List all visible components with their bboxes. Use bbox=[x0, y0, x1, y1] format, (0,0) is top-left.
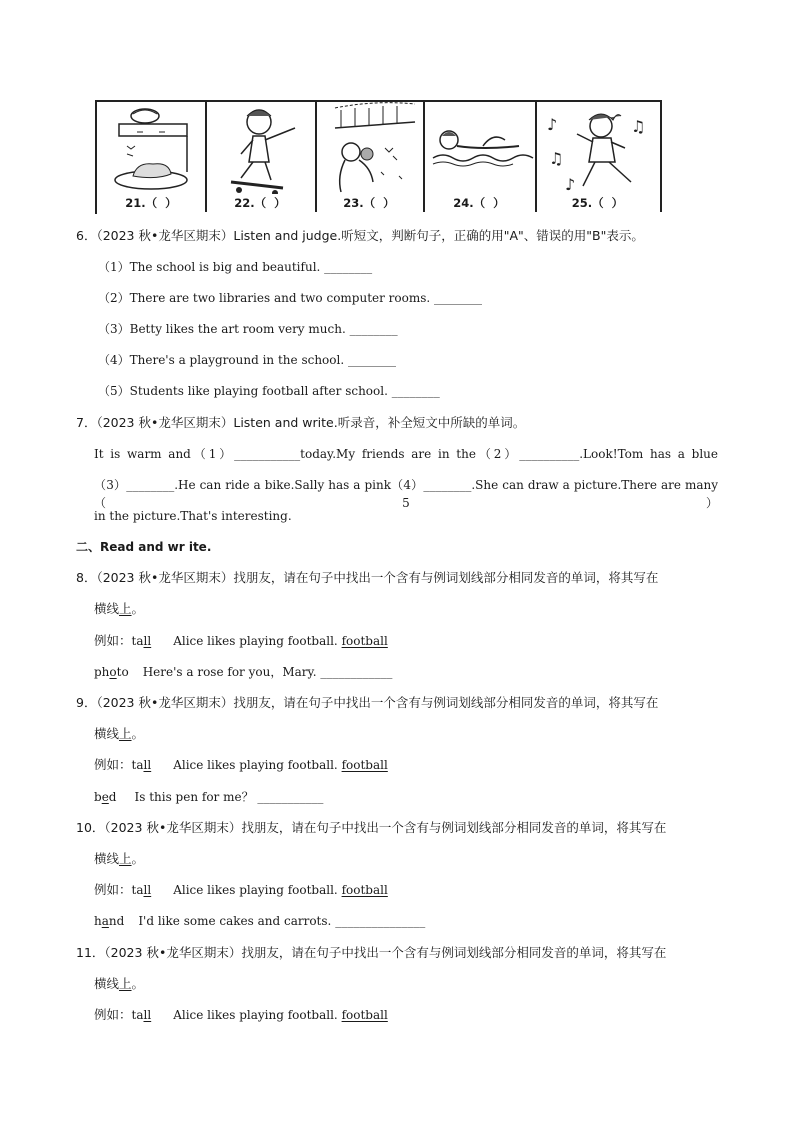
q6-item-4: （4）There's a playground in the school. ________ bbox=[98, 353, 396, 367]
q8-instruction-end bbox=[94, 600, 144, 618]
example-word-underline: ll bbox=[143, 883, 152, 897]
task-word: h bbox=[94, 914, 102, 928]
task-word: ph bbox=[94, 665, 110, 679]
picture-24 bbox=[423, 102, 537, 212]
example-word-underline: ll bbox=[143, 634, 152, 648]
task-word-underline: e bbox=[101, 790, 109, 804]
q10-example bbox=[94, 881, 388, 899]
instruction-text: 。 bbox=[131, 851, 145, 866]
example-word: ta bbox=[131, 758, 144, 772]
girl-dancing-icon bbox=[535, 102, 660, 194]
example-word: ta bbox=[131, 1008, 144, 1022]
boy-skateboarding-icon bbox=[205, 102, 315, 194]
q7-text-line-3: in the picture.That's interesting. bbox=[94, 509, 292, 523]
instruction: 找朋友，请在句子中找出一个含有与例词划线部分相同发音的单词，将其写在 bbox=[233, 695, 659, 710]
svg-text:♫: ♫ bbox=[549, 149, 564, 168]
q9-instruction-end bbox=[94, 725, 144, 743]
task-sentence: Here's a rose for you，Mary. bbox=[142, 665, 317, 679]
q10-task bbox=[94, 912, 425, 930]
q6-item-3: （3）Betty likes the art room very much. ________ bbox=[98, 322, 398, 336]
task-word-underline: o bbox=[109, 665, 117, 679]
instruction-text: 横线 bbox=[94, 726, 120, 741]
task-word: to bbox=[116, 665, 129, 679]
example-prefix: 例如： bbox=[94, 1007, 132, 1022]
example-sentence: Alice likes playing football. bbox=[173, 758, 338, 772]
example-sentence: Alice likes playing football. bbox=[173, 1008, 338, 1022]
instruction-text: 。 bbox=[131, 601, 145, 616]
q9-task bbox=[94, 788, 323, 806]
picture-label: 22.（ ） bbox=[234, 196, 286, 210]
instruction-text: 横线 bbox=[94, 976, 120, 991]
task-word: nd bbox=[108, 914, 125, 928]
picture-label: 21.（ ） bbox=[125, 196, 177, 210]
section-heading: 二、Read and wr ite. bbox=[76, 540, 212, 554]
q6-item-1: （1）The school is big and beautiful. ________ bbox=[98, 260, 373, 274]
example-word-underline: ll bbox=[143, 1008, 152, 1022]
example-answer: football bbox=[341, 634, 388, 648]
picture-21 bbox=[97, 102, 207, 212]
example-prefix: 例如： bbox=[94, 757, 132, 772]
example-answer: football bbox=[341, 1008, 388, 1022]
answer-blank[interactable]: ___________ bbox=[257, 790, 324, 804]
instruction-underline: 上 bbox=[119, 976, 132, 991]
task-word: d bbox=[108, 790, 117, 804]
q6-heading: 6．（2023 秋•龙华区期末）Listen and judge.听短文，判断句子，正确的用"A"、错误的用"B"表示。 bbox=[76, 228, 644, 243]
question-number: 9． bbox=[76, 695, 97, 710]
answer-blank[interactable]: ____________ bbox=[320, 665, 393, 679]
picture-label: 25.（ ） bbox=[571, 196, 624, 210]
swimmer-icon bbox=[423, 102, 535, 194]
question-source: （2023 秋•龙华区期末） bbox=[96, 695, 234, 710]
question-source: （2023 秋•龙华区期末） bbox=[104, 945, 242, 960]
picture-label: 24.（ ） bbox=[453, 196, 505, 210]
instruction-text: 横线 bbox=[94, 851, 120, 866]
question-source: （2023 秋•龙华区期末） bbox=[96, 570, 234, 585]
q10-instruction-end bbox=[94, 850, 144, 868]
question-number: 10． bbox=[76, 820, 105, 835]
instruction-underline: 上 bbox=[119, 726, 132, 741]
q7-text-line-1: It is warm and（1）___________today.My friends are in the（2）__________.Look!Tom has a blue bbox=[94, 447, 718, 461]
svg-text:♪: ♪ bbox=[547, 115, 558, 134]
example-word-underline: ll bbox=[143, 758, 152, 772]
instruction-underline: 上 bbox=[119, 851, 132, 866]
question-source: （2023 秋•龙华区期末） bbox=[104, 820, 242, 835]
instruction-text: 。 bbox=[131, 726, 145, 741]
q7-heading: 7．（2023 秋•龙华区期末）Listen and write.听录音，补全短文中所缺的单词。 bbox=[76, 415, 526, 430]
task-word-underline: a bbox=[101, 914, 109, 928]
picture-label: 23.（ ） bbox=[343, 196, 395, 210]
example-prefix: 例如： bbox=[94, 633, 132, 648]
boy-gardening-icon bbox=[315, 102, 423, 194]
q9-heading bbox=[76, 694, 658, 712]
dog-sleeping-icon bbox=[97, 102, 205, 194]
q11-instruction-end bbox=[94, 975, 144, 993]
instruction: 找朋友，请在句子中找出一个含有与例词划线部分相同发音的单词，将其写在 bbox=[233, 570, 659, 585]
q8-task bbox=[94, 663, 392, 681]
instruction-text: 。 bbox=[131, 976, 145, 991]
picture-strip bbox=[95, 100, 662, 214]
q8-heading bbox=[76, 569, 658, 587]
instruction: 找朋友，请在句子中找出一个含有与例词划线部分相同发音的单词，将其写在 bbox=[241, 945, 667, 960]
q8-example bbox=[94, 632, 388, 650]
q11-example bbox=[94, 1006, 388, 1024]
picture-25 bbox=[535, 102, 662, 212]
instruction-text: 横线 bbox=[94, 601, 120, 616]
example-answer: football bbox=[341, 883, 388, 897]
example-word: ta bbox=[131, 883, 144, 897]
task-sentence: I'd like some cakes and carrots. bbox=[138, 914, 332, 928]
instruction: 找朋友，请在句子中找出一个含有与例词划线部分相同发音的单词，将其写在 bbox=[241, 820, 667, 835]
example-answer: football bbox=[341, 758, 388, 772]
instruction-underline: 上 bbox=[119, 601, 132, 616]
svg-text:♪: ♪ bbox=[565, 175, 576, 194]
q7-text-line-2: （3）________.He can ride a bike.Sally has a pink（4）________.She can draw a picture.There are many（5） bbox=[94, 478, 718, 510]
svg-text:♫: ♫ bbox=[631, 117, 646, 136]
q11-heading bbox=[76, 944, 666, 962]
task-sentence: Is this pen for me？ bbox=[134, 790, 254, 804]
answer-blank[interactable]: _______________ bbox=[335, 914, 426, 928]
q6-item-2: （2）There are two libraries and two computer rooms. ________ bbox=[98, 291, 483, 305]
question-number: 11． bbox=[76, 945, 105, 960]
example-prefix: 例如： bbox=[94, 882, 132, 897]
example-sentence: Alice likes playing football. bbox=[173, 634, 338, 648]
picture-22 bbox=[205, 102, 317, 212]
question-number: 8． bbox=[76, 570, 97, 585]
q10-heading bbox=[76, 819, 666, 837]
q6-item-5: （5）Students like playing football after school. ________ bbox=[98, 384, 440, 398]
q9-example bbox=[94, 756, 388, 774]
example-word: ta bbox=[131, 634, 144, 648]
task-word: b bbox=[94, 790, 102, 804]
picture-23 bbox=[315, 102, 425, 212]
example-sentence: Alice likes playing football. bbox=[173, 883, 338, 897]
